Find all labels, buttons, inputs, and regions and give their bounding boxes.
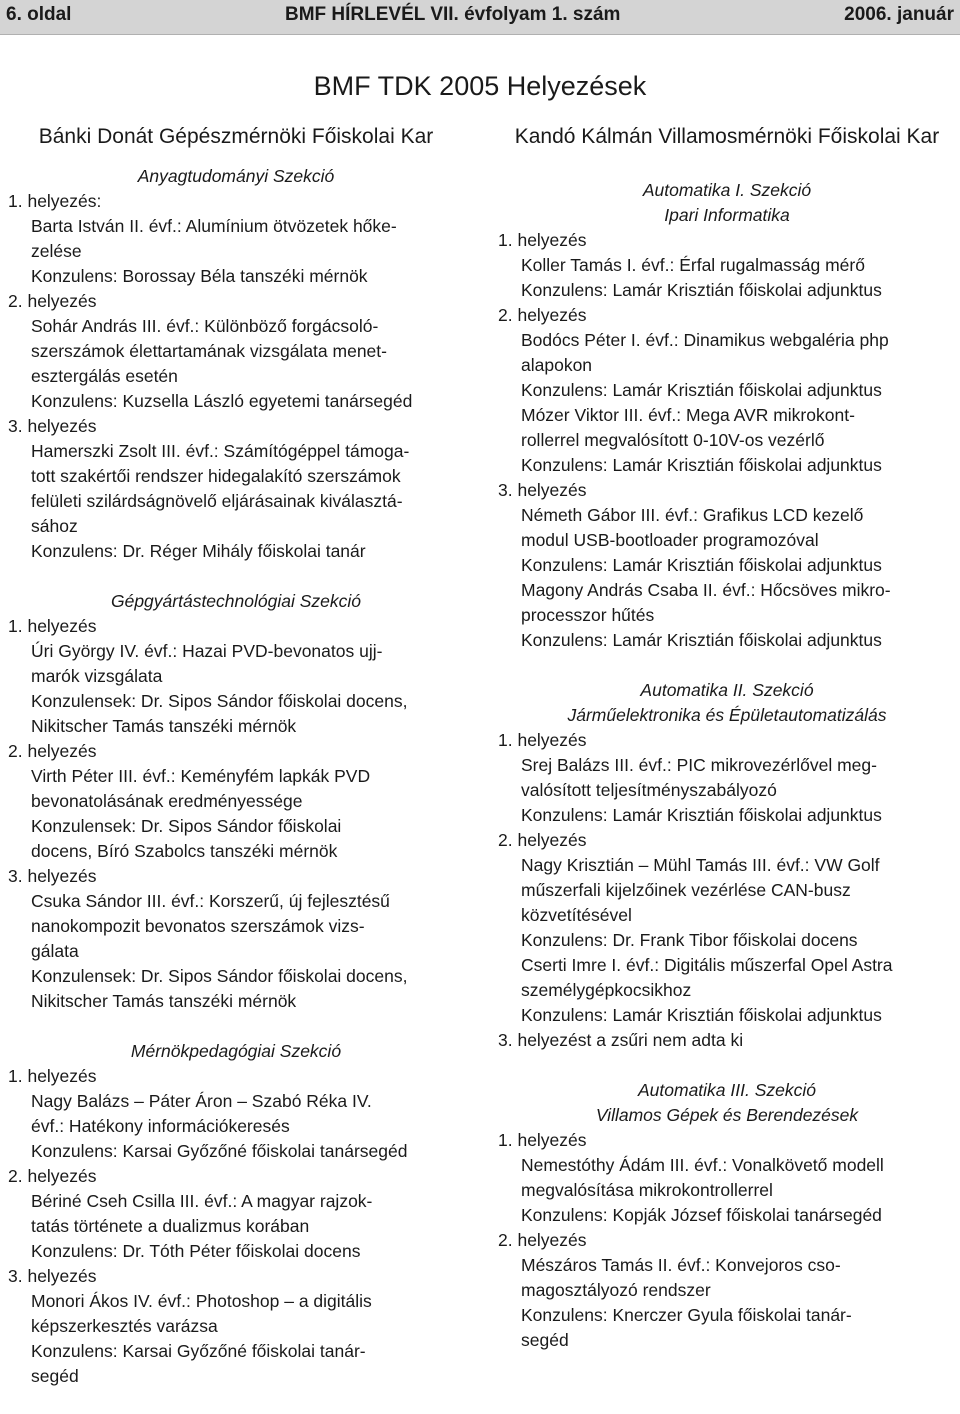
entry-line: Mészáros Tamás II. évf.: Konvejoros cso- xyxy=(521,1255,841,1275)
entry-line: Konzulens: Lamár Krisztián főiskolai adjunktus xyxy=(521,555,882,575)
entry-line: közvetítésével xyxy=(521,905,632,925)
entry-line: Nagy Krisztián – Mühl Tamás III. évf.: VW Golf xyxy=(521,855,880,875)
entry-line: Konzulens: Kuzsella László egyetemi tanársegéd xyxy=(31,391,413,411)
entry-line: modul USB-bootloader programozóval xyxy=(521,530,819,550)
entry-line: Nagy Balázs – Páter Áron – Szabó Réka IV. xyxy=(31,1091,372,1111)
entry-line: Konzulens: Lamár Krisztián főiskolai adjunktus xyxy=(521,455,882,475)
entry-line: Hamerszki Zsolt III. évf.: Számítógéppel támoga- xyxy=(31,441,410,461)
publication-title: BMF HÍRLEVÉL VII. évfolyam 1. szám xyxy=(285,4,621,25)
entry-line: évf.: Hatékony információkeresés xyxy=(31,1116,290,1136)
entry-line: Monori Ákos IV. évf.: Photoshop – a digitális xyxy=(31,1291,372,1311)
entry-line: Nikitscher Tamás tanszéki mérnök xyxy=(31,991,297,1011)
section xyxy=(8,1039,464,1389)
section-name: Villamos Gépek és Berendezések xyxy=(595,1105,859,1125)
entry-line: tott szakértői rendszer hidegalakító szerszámok xyxy=(31,466,401,486)
issue-date: 2006. január xyxy=(844,4,954,25)
entry-line: Konzulens: Lamár Krisztián főiskolai adjunktus xyxy=(521,380,882,400)
entry-line: gálata xyxy=(31,941,79,961)
entry-line: Konzulensek: Dr. Sipos Sándor főiskolai docens, xyxy=(31,691,408,711)
entry-line: Nemestóthy Ádám III. évf.: Vonalkövető modell xyxy=(521,1155,884,1175)
entry-line: Konzulens: Borossay Béla tanszéki mérnök xyxy=(31,266,368,286)
entry-line: személygépkocsikhoz xyxy=(521,980,692,1000)
entry-line: szerszámok élettartamának vizsgálata menet- xyxy=(31,341,387,361)
entry-line: képszerkesztés varázsa xyxy=(31,1316,218,1336)
entry-line: Konzulensek: Dr. Sipos Sándor főiskolai docens, xyxy=(31,966,408,986)
entry-line: processzor hűtés xyxy=(521,605,655,625)
section xyxy=(498,178,956,653)
placement-label: 1. helyezés xyxy=(498,730,587,750)
section-name: Automatika III. Szekció xyxy=(638,1080,816,1100)
section xyxy=(8,589,464,1014)
section-name: Gépgyártástechnológiai Szekció xyxy=(110,591,361,611)
entry-line: Sohár András III. évf.: Különböző forgácsoló- xyxy=(31,316,379,336)
entry-line: felületi szilárdságnövelő eljárásainak kiválasztá- xyxy=(31,491,403,511)
entry-line: Konzulens: Dr. Tóth Péter főiskolai docens xyxy=(31,1241,361,1261)
entry-line: magosztályozó rendszer xyxy=(521,1280,711,1300)
entry-line: zelése xyxy=(31,241,82,261)
placement-label: 2. helyezés xyxy=(8,1166,97,1186)
entry-line: Konzulens: Dr. Réger Mihály főiskolai tanár xyxy=(31,541,366,561)
entry-line: Nikitscher Tamás tanszéki mérnök xyxy=(31,716,297,736)
entry-line: tatás története a dualizmus korában xyxy=(31,1216,310,1236)
entry-line: Konzulensek: Dr. Sipos Sándor főiskolai xyxy=(31,816,342,836)
faculty-title: Bánki Donát Gépészmérnöki Főiskolai Kar xyxy=(38,125,434,148)
entry-line: Konzulens: Knerczer Gyula főiskolai tanár- xyxy=(521,1305,852,1325)
entry-line: Srej Balázs III. évf.: PIC mikrovezérlővel meg- xyxy=(521,755,877,775)
placement-label: 1. helyezés xyxy=(8,1066,97,1086)
entry-line: rollerrel megvalósított 0-10V-os vezérlő xyxy=(521,430,825,450)
placement-label: 1. helyezés xyxy=(498,1130,587,1150)
section-name: Mérnökpedagógiai Szekció xyxy=(130,1041,342,1061)
entry-line: Csuka Sándor III. évf.: Korszerű, új fejlesztésű xyxy=(31,891,390,911)
entry-line: Bériné Cseh Csilla III. évf.: A magyar rajzok- xyxy=(31,1191,373,1211)
entry-line: Konzulens: Lamár Krisztián főiskolai adjunktus xyxy=(521,805,882,825)
placement-label: 2. helyezés xyxy=(498,1230,587,1250)
entry-line: Bodócs Péter I. évf.: Dinamikus webgaléria php xyxy=(521,330,889,350)
entry-line: sához xyxy=(31,516,78,536)
entry-line: esztergálás esetén xyxy=(31,366,178,386)
section-name: Automatika II. Szekció xyxy=(640,680,814,700)
placement-label: 1. helyezés xyxy=(8,616,97,636)
section-name: Automatika I. Szekció xyxy=(642,180,812,200)
placement-label: 1. helyezés xyxy=(498,230,587,250)
section xyxy=(498,1078,956,1353)
entry-line: Úri György IV. évf.: Hazai PVD-bevonatos ujj- xyxy=(31,641,383,661)
placement-label: 2. helyezés xyxy=(498,305,587,325)
section-name: Járműelektronika és Épületautomatizálás xyxy=(567,705,887,725)
entry-line: Virth Péter III. évf.: Keményfém lapkák PVD xyxy=(31,766,371,786)
entry-line: segéd xyxy=(521,1330,569,1350)
entry-line: Koller Tamás I. évf.: Érfal rugalmasság mérő xyxy=(521,255,865,275)
entry-line: Konzulens: Dr. Frank Tibor főiskolai docens xyxy=(521,930,858,950)
entry-line: Barta István II. évf.: Alumínium ötvözetek hőke- xyxy=(31,216,397,236)
placement-label: 3. helyezés xyxy=(8,416,97,436)
entry-line: bevonatolásának eredményessége xyxy=(31,791,303,811)
entry-line: docens, Bíró Szabolcs tanszéki mérnök xyxy=(31,841,338,861)
section-name: Anyagtudományi Szekció xyxy=(137,166,335,186)
entry-line: műszerfali kijelzőinek vezérlése CAN-busz xyxy=(521,880,851,900)
entry-line: Magony András Csaba II. évf.: Hőcsöves mikro- xyxy=(521,580,891,600)
faculty-column-banki xyxy=(8,124,464,1414)
placement-label: 2. helyezés xyxy=(498,830,587,850)
entry-line: marók vizsgálata xyxy=(31,666,163,686)
placement-label: 3. helyezés xyxy=(8,866,97,886)
entry-line: megvalósítása mikrokontrollerrel xyxy=(521,1180,773,1200)
placement-label: 3. helyezés xyxy=(8,1266,97,1286)
entry-line: Konzulens: Lamár Krisztián főiskolai adjunktus xyxy=(521,630,882,650)
page-header xyxy=(0,0,960,35)
section xyxy=(8,164,464,564)
entry-line: nanokompozit bevonatos szerszámok vizs- xyxy=(31,916,365,936)
entry-line: Konzulens: Kopják József főiskolai tanársegéd xyxy=(521,1205,882,1225)
entry-line: valósított teljesítményszabályozó xyxy=(521,780,777,800)
placement-label: 3. helyezés xyxy=(498,480,587,500)
placement-label: 2. helyezés xyxy=(8,741,97,761)
entry-line: Cserti Imre I. évf.: Digitális műszerfal Opel Astra xyxy=(521,955,893,975)
page-number: 6. oldal xyxy=(6,4,72,25)
placement-label: 1. helyezés: xyxy=(8,191,102,211)
faculty-column-kando xyxy=(498,124,956,1378)
entry-line: Konzulens: Lamár Krisztián főiskolai adjunktus xyxy=(521,280,882,300)
placement-label: 2. helyezés xyxy=(8,291,97,311)
entry-line: Konzulens: Lamár Krisztián főiskolai adjunktus xyxy=(521,1005,882,1025)
entry-line: Mózer Viktor III. évf.: Mega AVR mikrokont- xyxy=(521,405,855,425)
article-title: BMF TDK 2005 Helyezések xyxy=(313,71,647,101)
entry-line: Németh Gábor III. évf.: Grafikus LCD kezelő xyxy=(521,505,864,525)
entry-line: Konzulens: Karsai Győzőné főiskolai tanársegéd xyxy=(31,1141,408,1161)
section-name: Ipari Informatika xyxy=(664,205,790,225)
faculty-title: Kandó Kálmán Villamosmérnöki Főiskolai Kar xyxy=(514,125,940,148)
entry-line: segéd xyxy=(31,1366,79,1386)
entry-line: alapokon xyxy=(521,355,593,375)
section xyxy=(498,678,956,1053)
entry-line: Konzulens: Karsai Győzőné főiskolai tanár- xyxy=(31,1341,366,1361)
placement-label: 3. helyezést a zsűri nem adta ki xyxy=(498,1030,744,1050)
